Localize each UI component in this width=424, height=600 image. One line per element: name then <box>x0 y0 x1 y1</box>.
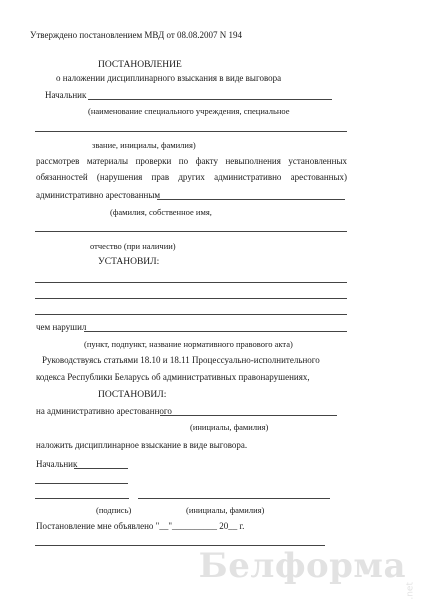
on-arrested-label: на административно арестованного <box>36 406 172 416</box>
violated-line[interactable] <box>84 331 347 332</box>
established-heading: УСТАНОВИЛ: <box>98 257 160 267</box>
initials-line[interactable] <box>138 498 330 499</box>
hint-surname-name: (фамилия, собственное имя, <box>110 207 212 217</box>
guided-line-1: Руководствуясь статьями 18.10 и 18.11 Процессуально-исполнительного <box>42 355 320 365</box>
document-subtitle: о наложении дисциплинарного взыскания в виде выговора <box>56 73 282 83</box>
violated-label: чем нарушил <box>36 322 87 332</box>
approval-note: Утверждено постановлением МВД от 08.08.2007 N 194 <box>30 30 243 40</box>
impose-text: наложить дисциплинарное взыскание в виде выговора. <box>36 440 248 450</box>
watermark-logo: Белформа <box>198 546 406 586</box>
arrested-name-line-2[interactable] <box>35 231 347 232</box>
established-line-3[interactable] <box>35 314 347 315</box>
hint-initials-surname: (инициалы, фамилия) <box>190 422 269 432</box>
hint-initials-surname-2: (инициалы, фамилия) <box>186 505 265 515</box>
established-line-2[interactable] <box>35 298 347 299</box>
hint-rank: звание, инициалы, фамилия) <box>92 140 196 150</box>
body-line-2: обязанностей (нарушения прав других административно арестованных) <box>36 172 347 182</box>
hint-legal-act: (пункт, подпункт, название нормативного правового акта) <box>84 339 293 349</box>
chief-line-2[interactable] <box>74 468 128 469</box>
chief-label-2: Начальник <box>36 459 78 469</box>
hint-institution: (наименование специального учреждения, специальное <box>88 106 290 116</box>
chief-label: Начальник <box>45 90 87 100</box>
on-arrested-line[interactable] <box>160 415 337 416</box>
resolved-heading: ПОСТАНОВИЛ: <box>98 390 167 400</box>
watermark-suffix: .net <box>406 582 416 600</box>
body-line-3: административно арестованным <box>36 190 161 200</box>
chief-line-3[interactable] <box>35 483 128 484</box>
chief-name-line[interactable] <box>88 99 332 100</box>
established-line-1[interactable] <box>35 282 347 283</box>
institution-line[interactable] <box>35 131 347 132</box>
body-line-1: рассмотрев материалы проверки по факту невыполнения установленных <box>36 156 347 166</box>
guided-line-2: кодекса Республики Беларусь об административных правонарушениях, <box>36 372 310 382</box>
signature-line[interactable] <box>35 498 129 499</box>
document-title: ПОСТАНОВЛЕНИЕ <box>98 60 182 70</box>
hint-patronymic: отчество (при наличии) <box>90 241 176 251</box>
hint-signature: (подпись) <box>96 505 132 515</box>
arrested-name-line[interactable] <box>157 199 345 200</box>
announced-line: Постановление мне объявлено "__"__________ 20__ г. <box>36 521 245 531</box>
